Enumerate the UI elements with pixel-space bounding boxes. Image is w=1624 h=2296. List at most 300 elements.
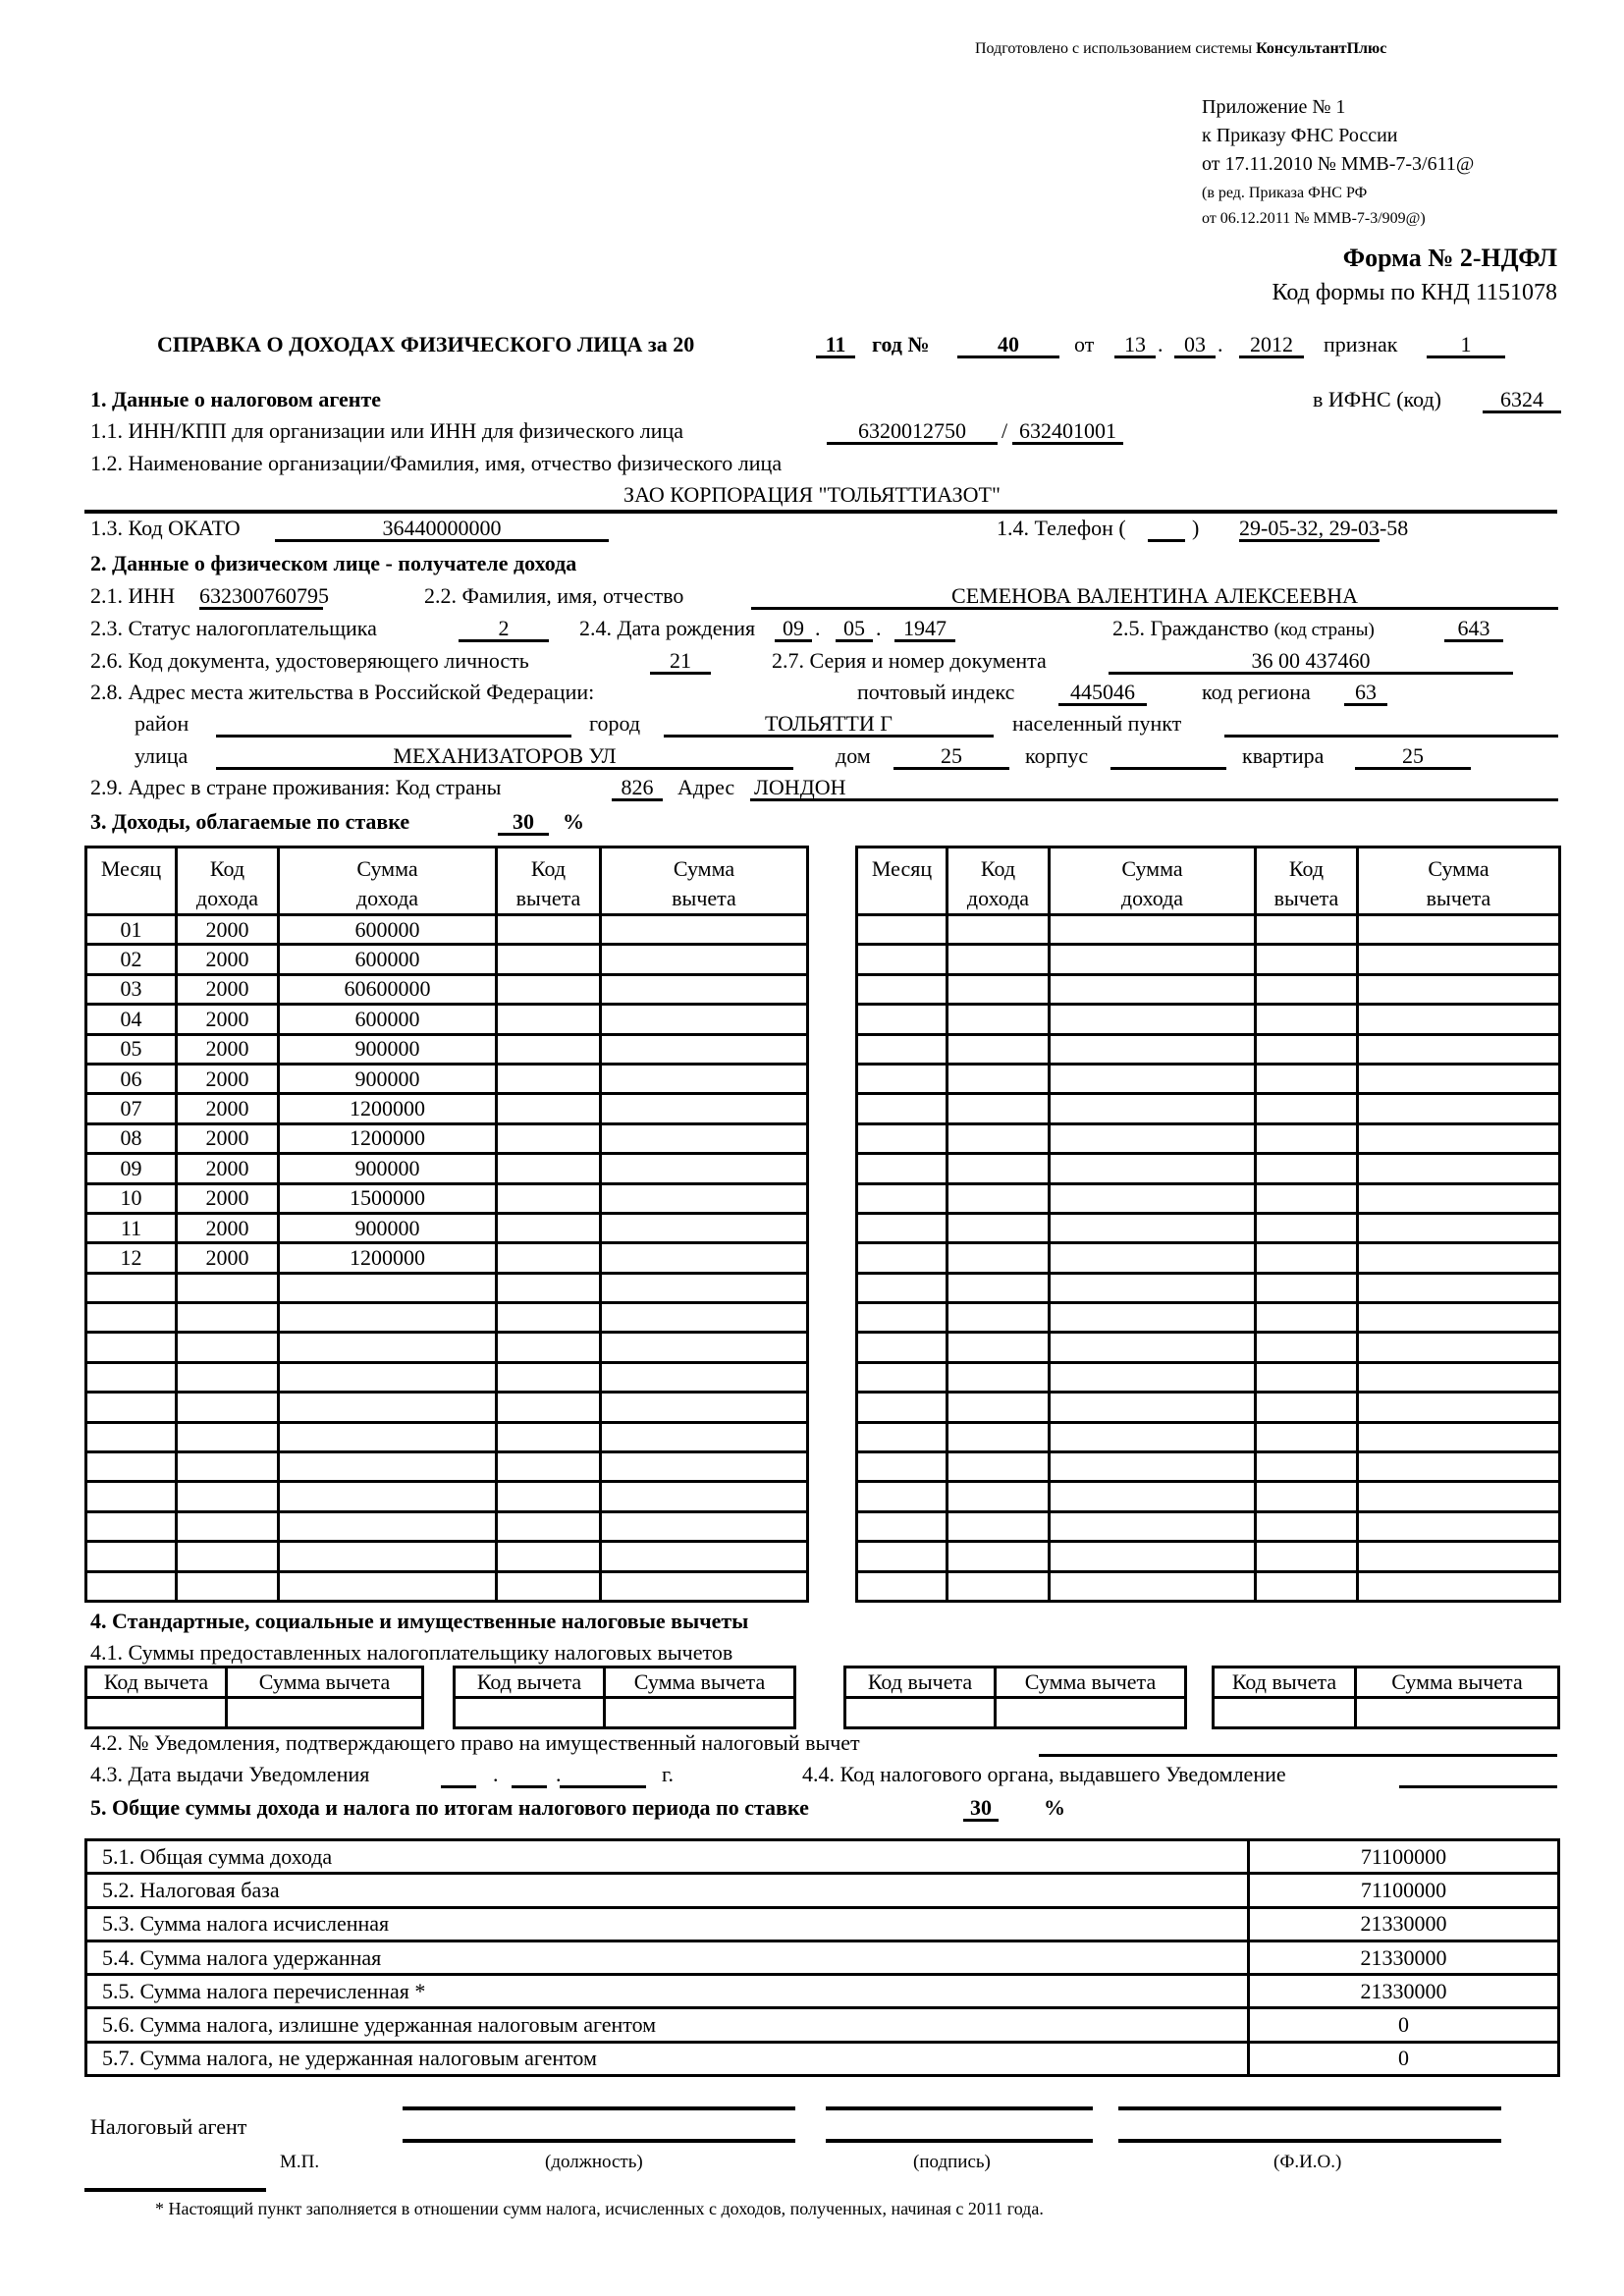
cell-deduction-code[interactable] — [497, 1571, 601, 1601]
cell-income-code[interactable] — [947, 1393, 1050, 1422]
building-label: корпус — [1025, 743, 1089, 768]
cell-income-sum[interactable] — [1050, 974, 1256, 1004]
cell-income-sum[interactable] — [279, 1273, 497, 1302]
cell-income-sum[interactable] — [279, 1482, 497, 1511]
cell-deduction-sum[interactable] — [601, 1243, 808, 1273]
cell-deduction-sum[interactable] — [1358, 1333, 1560, 1362]
cell-deduction-sum[interactable] — [1358, 1542, 1560, 1571]
ded-sum-cell[interactable] — [1356, 1698, 1559, 1728]
cell-income-sum[interactable] — [279, 1362, 497, 1392]
cell-month[interactable] — [86, 1273, 177, 1302]
notice-org-code[interactable] — [1399, 1764, 1557, 1788]
cell-deduction-code[interactable] — [1256, 1571, 1358, 1601]
signature-field[interactable] — [826, 2139, 1093, 2143]
cell-month[interactable] — [857, 1005, 947, 1034]
cell-deduction-code[interactable] — [497, 1154, 601, 1183]
cell-income-sum[interactable]: 900000 — [279, 1213, 497, 1242]
name-caption: (Ф.И.О.) — [1273, 2152, 1342, 2172]
section3-rate[interactable]: 30 — [498, 811, 549, 836]
cell-income-code[interactable]: 2000 — [177, 915, 279, 945]
cell-income-sum[interactable] — [279, 1542, 497, 1571]
person-fio[interactable]: СЕМЕНОВА ВАЛЕНТИНА АЛЕКСЕЕВНА — [751, 585, 1558, 610]
doc-code[interactable]: 21 — [650, 650, 711, 675]
cell-income-code[interactable] — [947, 1154, 1050, 1183]
cell-month[interactable]: 06 — [86, 1064, 177, 1093]
cell-month[interactable] — [857, 1303, 947, 1333]
cell-deduction-code[interactable] — [1256, 1243, 1358, 1273]
cell-deduction-code[interactable] — [1256, 1393, 1358, 1422]
cell-deduction-sum[interactable] — [1358, 1273, 1560, 1302]
cell-income-sum[interactable]: 600000 — [279, 1005, 497, 1034]
house[interactable]: 25 — [893, 745, 1009, 770]
cell-month[interactable] — [86, 1303, 177, 1333]
cell-deduction-code[interactable] — [497, 1333, 601, 1362]
notice-date-day[interactable] — [441, 1764, 476, 1788]
district[interactable] — [216, 713, 571, 738]
doc-number[interactable]: 36 00 437460 — [1109, 650, 1513, 675]
cell-deduction-sum[interactable] — [1358, 945, 1560, 974]
taxpayer-status[interactable]: 2 — [459, 618, 549, 642]
cell-deduction-code[interactable] — [497, 1094, 601, 1123]
cell-deduction-sum[interactable] — [1358, 1393, 1560, 1422]
cell-deduction-code[interactable] — [1256, 915, 1358, 945]
cell-income-code[interactable]: 2000 — [177, 1123, 279, 1153]
ifns-code[interactable]: 6324 — [1483, 389, 1561, 413]
cell-income-sum[interactable] — [1050, 1183, 1256, 1213]
cell-income-code[interactable]: 2000 — [177, 945, 279, 974]
cell-deduction-sum[interactable] — [601, 1213, 808, 1242]
cell-deduction-code[interactable] — [497, 1034, 601, 1064]
cell-income-code[interactable] — [177, 1542, 279, 1571]
cell-income-sum[interactable]: 900000 — [279, 1034, 497, 1064]
cell-income-code[interactable]: 2000 — [177, 974, 279, 1004]
totals-value[interactable]: 21330000 — [1249, 1941, 1559, 1974]
cell-income-sum[interactable]: 1200000 — [279, 1243, 497, 1273]
cell-income-code[interactable] — [947, 1542, 1050, 1571]
cell-deduction-code[interactable] — [1256, 945, 1358, 974]
cell-deduction-code[interactable] — [1256, 1213, 1358, 1242]
cell-deduction-sum[interactable] — [1358, 1571, 1560, 1601]
cell-month[interactable] — [86, 1393, 177, 1422]
cell-income-sum[interactable] — [1050, 1422, 1256, 1451]
cell-income-sum[interactable] — [1050, 1273, 1256, 1302]
cell-month[interactable] — [86, 1333, 177, 1362]
cell-income-code[interactable] — [947, 1034, 1050, 1064]
cell-income-code[interactable] — [177, 1362, 279, 1392]
cell-deduction-sum[interactable] — [601, 1482, 808, 1511]
cell-deduction-code[interactable] — [497, 1303, 601, 1333]
cell-month[interactable]: 02 — [86, 945, 177, 974]
cell-month[interactable] — [857, 1123, 947, 1153]
cell-deduction-code[interactable] — [1256, 1482, 1358, 1511]
cell-income-sum[interactable] — [279, 1422, 497, 1451]
cell-deduction-sum[interactable] — [601, 1333, 808, 1362]
citizenship-code[interactable]: 643 — [1444, 618, 1503, 642]
cell-income-code[interactable] — [947, 1064, 1050, 1093]
cell-income-code[interactable] — [177, 1511, 279, 1541]
totals-value[interactable]: 71100000 — [1249, 1840, 1559, 1874]
street[interactable]: МЕХАНИЗАТОРОВ УЛ — [216, 745, 793, 770]
income-row — [857, 1482, 1560, 1511]
cell-month[interactable] — [86, 1511, 177, 1541]
cell-income-sum[interactable] — [279, 1452, 497, 1482]
cell-month[interactable] — [857, 1213, 947, 1242]
cell-deduction-code[interactable] — [497, 1362, 601, 1392]
cell-income-code[interactable] — [177, 1303, 279, 1333]
cell-month[interactable]: 10 — [86, 1183, 177, 1213]
cell-income-code[interactable]: 2000 — [177, 1034, 279, 1064]
birth-day[interactable]: 09 — [775, 618, 812, 642]
cell-month[interactable] — [857, 1542, 947, 1571]
cell-income-code[interactable]: 2000 — [177, 1064, 279, 1093]
cell-income-code[interactable] — [947, 974, 1050, 1004]
notice-date-month[interactable] — [512, 1764, 547, 1788]
cell-income-code[interactable] — [947, 1333, 1050, 1362]
cell-deduction-sum[interactable] — [601, 1571, 808, 1601]
cell-month[interactable]: 12 — [86, 1243, 177, 1273]
cell-month[interactable] — [857, 945, 947, 974]
cell-income-code[interactable]: 2000 — [177, 1005, 279, 1034]
cell-income-code[interactable] — [177, 1333, 279, 1362]
cell-month[interactable]: 01 — [86, 915, 177, 945]
region-code[interactable]: 63 — [1344, 682, 1387, 706]
cell-month[interactable] — [86, 1482, 177, 1511]
cell-income-sum[interactable] — [279, 1511, 497, 1541]
cell-month[interactable]: 03 — [86, 974, 177, 1004]
cell-income-sum[interactable] — [1050, 1452, 1256, 1482]
cell-deduction-sum[interactable] — [601, 915, 808, 945]
ded-code-cell[interactable] — [845, 1698, 996, 1728]
cell-deduction-sum[interactable] — [1358, 1213, 1560, 1242]
cell-deduction-sum[interactable] — [601, 1123, 808, 1153]
cell-income-sum[interactable] — [279, 1303, 497, 1333]
cell-month[interactable] — [857, 1482, 947, 1511]
cell-income-code[interactable] — [947, 1362, 1050, 1392]
cell-income-sum[interactable] — [1050, 1303, 1256, 1333]
cell-month[interactable] — [857, 1273, 947, 1302]
stamp-label: М.П. — [280, 2152, 320, 2172]
col-deduction-sum-l2: вычета — [1426, 886, 1491, 910]
cell-income-sum[interactable] — [1050, 1333, 1256, 1362]
cell-income-code[interactable] — [177, 1482, 279, 1511]
cell-income-sum[interactable] — [1050, 1213, 1256, 1242]
foreign-country-code[interactable]: 826 — [612, 777, 663, 801]
cell-deduction-sum[interactable] — [601, 1303, 808, 1333]
cell-month[interactable] — [857, 1511, 947, 1541]
phone-area-code[interactable] — [1148, 518, 1185, 542]
cell-income-sum[interactable] — [1050, 1243, 1256, 1273]
cell-income-code[interactable] — [947, 1422, 1050, 1451]
cell-income-code[interactable] — [947, 915, 1050, 945]
cell-month[interactable] — [857, 1094, 947, 1123]
cell-income-sum[interactable]: 900000 — [279, 1154, 497, 1183]
cell-deduction-code[interactable] — [1256, 1064, 1358, 1093]
cell-income-code[interactable] — [947, 1571, 1050, 1601]
birth-year[interactable]: 1947 — [894, 618, 955, 642]
cell-deduction-sum[interactable] — [1358, 974, 1560, 1004]
cell-month[interactable] — [857, 1183, 947, 1213]
cell-income-code[interactable] — [177, 1422, 279, 1451]
cell-deduction-sum[interactable] — [601, 1273, 808, 1302]
income-row — [86, 1273, 808, 1302]
cell-deduction-sum[interactable] — [601, 1034, 808, 1064]
cell-deduction-code[interactable] — [497, 1243, 601, 1273]
notice-number[interactable] — [1039, 1732, 1557, 1757]
cell-month[interactable] — [857, 1333, 947, 1362]
cell-income-code[interactable] — [947, 1123, 1050, 1153]
cell-month[interactable]: 07 — [86, 1094, 177, 1123]
cell-deduction-code[interactable] — [1256, 1422, 1358, 1451]
cell-deduction-code[interactable] — [1256, 1094, 1358, 1123]
cell-deduction-sum[interactable] — [601, 1452, 808, 1482]
cell-income-sum[interactable] — [1050, 1064, 1256, 1093]
cell-income-sum[interactable] — [279, 1333, 497, 1362]
cell-deduction-code[interactable] — [1256, 1273, 1358, 1302]
cell-income-code[interactable] — [947, 1005, 1050, 1034]
region-label: код региона — [1202, 680, 1311, 704]
cell-income-code[interactable] — [947, 1183, 1050, 1213]
cell-deduction-code[interactable] — [497, 1542, 601, 1571]
cell-deduction-code[interactable] — [1256, 1333, 1358, 1362]
cell-month[interactable] — [857, 1154, 947, 1183]
cell-deduction-sum[interactable] — [1358, 915, 1560, 945]
cell-month[interactable]: 04 — [86, 1005, 177, 1034]
cell-deduction-sum[interactable] — [601, 1005, 808, 1034]
cell-month[interactable]: 08 — [86, 1123, 177, 1153]
cell-deduction-code[interactable] — [497, 1064, 601, 1093]
cell-deduction-sum[interactable] — [601, 1064, 808, 1093]
foreign-address[interactable]: ЛОНДОН — [750, 777, 1558, 801]
ded-sum-cell[interactable] — [605, 1698, 795, 1728]
agent-kpp[interactable]: 632401001 — [1012, 420, 1123, 445]
cell-deduction-sum[interactable] — [1358, 1005, 1560, 1034]
cell-deduction-code[interactable] — [1256, 1005, 1358, 1034]
cell-deduction-sum[interactable] — [1358, 1094, 1560, 1123]
cell-income-sum[interactable]: 1200000 — [279, 1094, 497, 1123]
cell-deduction-code[interactable] — [497, 1422, 601, 1451]
cell-deduction-sum[interactable] — [1358, 1452, 1560, 1482]
cell-deduction-sum[interactable] — [1358, 1422, 1560, 1451]
cell-deduction-code[interactable] — [1256, 1362, 1358, 1392]
cell-deduction-code[interactable] — [497, 1452, 601, 1482]
col-income-sum-l1: Сумма — [1121, 856, 1183, 881]
cell-income-sum[interactable] — [1050, 1034, 1256, 1064]
cell-deduction-sum[interactable] — [601, 1511, 808, 1541]
postal-code[interactable]: 445046 — [1058, 682, 1147, 706]
cell-income-sum[interactable]: 60600000 — [279, 974, 497, 1004]
cell-deduction-code[interactable] — [1256, 1034, 1358, 1064]
certificate-year[interactable]: 2012 — [1239, 334, 1304, 358]
cell-income-code[interactable] — [177, 1571, 279, 1601]
totals-value[interactable]: 21330000 — [1249, 1975, 1559, 2008]
cell-income-sum[interactable] — [1050, 1482, 1256, 1511]
cell-income-sum[interactable]: 900000 — [279, 1064, 497, 1093]
okato-code[interactable]: 36440000000 — [275, 518, 609, 542]
cell-income-code[interactable] — [947, 1213, 1050, 1242]
cell-income-code[interactable] — [177, 1393, 279, 1422]
cell-deduction-code[interactable] — [497, 1213, 601, 1242]
sign-value[interactable]: 1 — [1427, 334, 1505, 358]
totals-value[interactable]: 21330000 — [1249, 1907, 1559, 1941]
cell-deduction-sum[interactable] — [1358, 1034, 1560, 1064]
cell-month[interactable] — [86, 1542, 177, 1571]
cell-income-sum[interactable] — [1050, 1362, 1256, 1392]
cell-income-code[interactable] — [947, 1273, 1050, 1302]
cell-deduction-code[interactable] — [497, 1511, 601, 1541]
cell-income-sum[interactable] — [1050, 1542, 1256, 1571]
cell-deduction-sum[interactable] — [601, 1183, 808, 1213]
cell-deduction-sum[interactable] — [601, 1422, 808, 1451]
birth-month[interactable]: 05 — [836, 618, 873, 642]
cell-month[interactable] — [857, 915, 947, 945]
cell-income-sum[interactable] — [1050, 1571, 1256, 1601]
cell-deduction-code[interactable] — [1256, 1452, 1358, 1482]
cell-income-sum[interactable] — [1050, 1005, 1256, 1034]
ded-code-cell[interactable] — [455, 1698, 605, 1728]
cell-income-sum[interactable] — [1050, 915, 1256, 945]
cell-deduction-code[interactable] — [497, 1005, 601, 1034]
cell-deduction-code[interactable] — [497, 945, 601, 974]
cell-deduction-sum[interactable] — [1358, 1064, 1560, 1093]
cell-deduction-code[interactable] — [497, 915, 601, 945]
cell-month[interactable]: 05 — [86, 1034, 177, 1064]
cell-income-sum[interactable] — [1050, 1094, 1256, 1123]
cell-deduction-sum[interactable] — [1358, 1511, 1560, 1541]
certificate-number[interactable]: 40 — [957, 334, 1059, 358]
building[interactable] — [1110, 745, 1226, 770]
cell-income-sum[interactable] — [279, 1571, 497, 1601]
cell-deduction-code[interactable] — [497, 974, 601, 1004]
cell-month[interactable] — [857, 1243, 947, 1273]
position-field[interactable] — [403, 2139, 795, 2143]
cell-income-code[interactable] — [947, 1482, 1050, 1511]
cell-income-code[interactable] — [177, 1452, 279, 1482]
cell-deduction-code[interactable] — [497, 1393, 601, 1422]
cell-deduction-code[interactable] — [1256, 1154, 1358, 1183]
totals-value[interactable]: 0 — [1249, 2042, 1559, 2075]
fio-field[interactable] — [1118, 2139, 1501, 2143]
ded-code-cell[interactable] — [86, 1698, 227, 1728]
cell-month[interactable]: 11 — [86, 1213, 177, 1242]
title-year-suffix[interactable]: 11 — [816, 334, 855, 358]
cell-income-code[interactable] — [947, 1452, 1050, 1482]
cell-deduction-sum[interactable] — [601, 945, 808, 974]
cell-deduction-code[interactable] — [1256, 1123, 1358, 1153]
ded-code-cell[interactable] — [1214, 1698, 1356, 1728]
cell-deduction-code[interactable] — [497, 1482, 601, 1511]
cell-month[interactable] — [857, 1571, 947, 1601]
cell-month[interactable] — [857, 1422, 947, 1451]
totals-value[interactable]: 71100000 — [1249, 1874, 1559, 1907]
agent-inn[interactable]: 6320012750 — [827, 420, 998, 445]
cell-month[interactable] — [86, 1571, 177, 1601]
cell-deduction-code[interactable] — [1256, 1542, 1358, 1571]
cell-income-code[interactable] — [947, 1094, 1050, 1123]
cell-deduction-sum[interactable] — [1358, 1183, 1560, 1213]
cell-deduction-sum[interactable] — [601, 1094, 808, 1123]
cell-income-sum[interactable]: 1200000 — [279, 1123, 497, 1153]
ded-sum-cell[interactable] — [996, 1698, 1186, 1728]
totals-value[interactable]: 0 — [1249, 2008, 1559, 2042]
city[interactable]: ТОЛЬЯТТИ Г — [664, 713, 994, 738]
apartment[interactable]: 25 — [1355, 745, 1471, 770]
cell-deduction-sum[interactable] — [601, 1393, 808, 1422]
cell-deduction-code[interactable] — [1256, 1511, 1358, 1541]
cell-income-code[interactable]: 2000 — [177, 1154, 279, 1183]
cell-income-sum[interactable]: 1500000 — [279, 1183, 497, 1213]
cell-deduction-code[interactable] — [1256, 974, 1358, 1004]
cell-deduction-sum[interactable] — [1358, 1482, 1560, 1511]
agent-name[interactable]: ЗАО КОРПОРАЦИЯ "ТОЛЬЯТТИАЗОТ" — [623, 482, 1001, 507]
income-row — [86, 1333, 808, 1362]
cell-month[interactable] — [857, 1064, 947, 1093]
cell-income-sum[interactable] — [1050, 1393, 1256, 1422]
cell-month[interactable]: 09 — [86, 1154, 177, 1183]
phone-number[interactable]: 29-05-32, 29-03-58 — [1239, 516, 1409, 540]
cell-income-code[interactable] — [947, 1511, 1050, 1541]
cell-income-sum[interactable] — [1050, 1123, 1256, 1153]
cell-income-code[interactable]: 2000 — [177, 1243, 279, 1273]
cell-income-code[interactable]: 2000 — [177, 1213, 279, 1242]
cell-deduction-sum[interactable] — [601, 974, 808, 1004]
cell-month[interactable] — [857, 1452, 947, 1482]
cell-deduction-code[interactable] — [1256, 1183, 1358, 1213]
cell-month[interactable] — [857, 1034, 947, 1064]
settlement[interactable] — [1224, 713, 1558, 738]
certificate-month[interactable]: 03 — [1174, 334, 1216, 358]
cell-deduction-sum[interactable] — [1358, 1243, 1560, 1273]
cell-deduction-sum[interactable] — [1358, 1123, 1560, 1153]
cell-income-sum[interactable] — [1050, 945, 1256, 974]
section4-heading: 4. Стандартные, социальные и имущественные налоговые вычеты — [90, 1609, 749, 1633]
cell-deduction-sum[interactable] — [1358, 1154, 1560, 1183]
cell-income-code[interactable] — [947, 1243, 1050, 1273]
person-inn[interactable]: 632300760795 — [199, 583, 329, 608]
cell-income-sum[interactable]: 600000 — [279, 915, 497, 945]
cell-income-sum[interactable]: 600000 — [279, 945, 497, 974]
cell-deduction-sum[interactable] — [1358, 1362, 1560, 1392]
notice-date-year[interactable] — [560, 1764, 646, 1788]
section5-rate[interactable]: 30 — [963, 1797, 999, 1822]
certificate-day[interactable]: 13 — [1114, 334, 1156, 358]
cell-deduction-sum[interactable] — [601, 1362, 808, 1392]
cell-month[interactable] — [857, 1362, 947, 1392]
cell-income-code[interactable]: 2000 — [177, 1094, 279, 1123]
cell-deduction-code[interactable] — [1256, 1303, 1358, 1333]
cell-month[interactable] — [857, 1393, 947, 1422]
cell-deduction-code[interactable] — [497, 1123, 601, 1153]
cell-month[interactable] — [86, 1452, 177, 1482]
ded-sum-cell[interactable] — [227, 1698, 423, 1728]
income-table-left — [84, 846, 809, 1603]
cell-income-sum[interactable] — [279, 1393, 497, 1422]
cell-month[interactable] — [857, 974, 947, 1004]
cell-income-sum[interactable] — [1050, 1511, 1256, 1541]
cell-month[interactable] — [86, 1422, 177, 1451]
cell-deduction-code[interactable] — [497, 1183, 601, 1213]
cell-deduction-sum[interactable] — [1358, 1303, 1560, 1333]
cell-deduction-sum[interactable] — [601, 1154, 808, 1183]
cell-deduction-sum[interactable] — [601, 1542, 808, 1571]
cell-month[interactable] — [86, 1362, 177, 1392]
income-row — [86, 1452, 808, 1482]
cell-deduction-code[interactable] — [497, 1273, 601, 1302]
cell-income-sum[interactable] — [1050, 1154, 1256, 1183]
cell-income-code[interactable] — [177, 1273, 279, 1302]
cell-income-code[interactable] — [947, 1303, 1050, 1333]
cell-income-code[interactable] — [947, 945, 1050, 974]
cell-income-code[interactable]: 2000 — [177, 1183, 279, 1213]
